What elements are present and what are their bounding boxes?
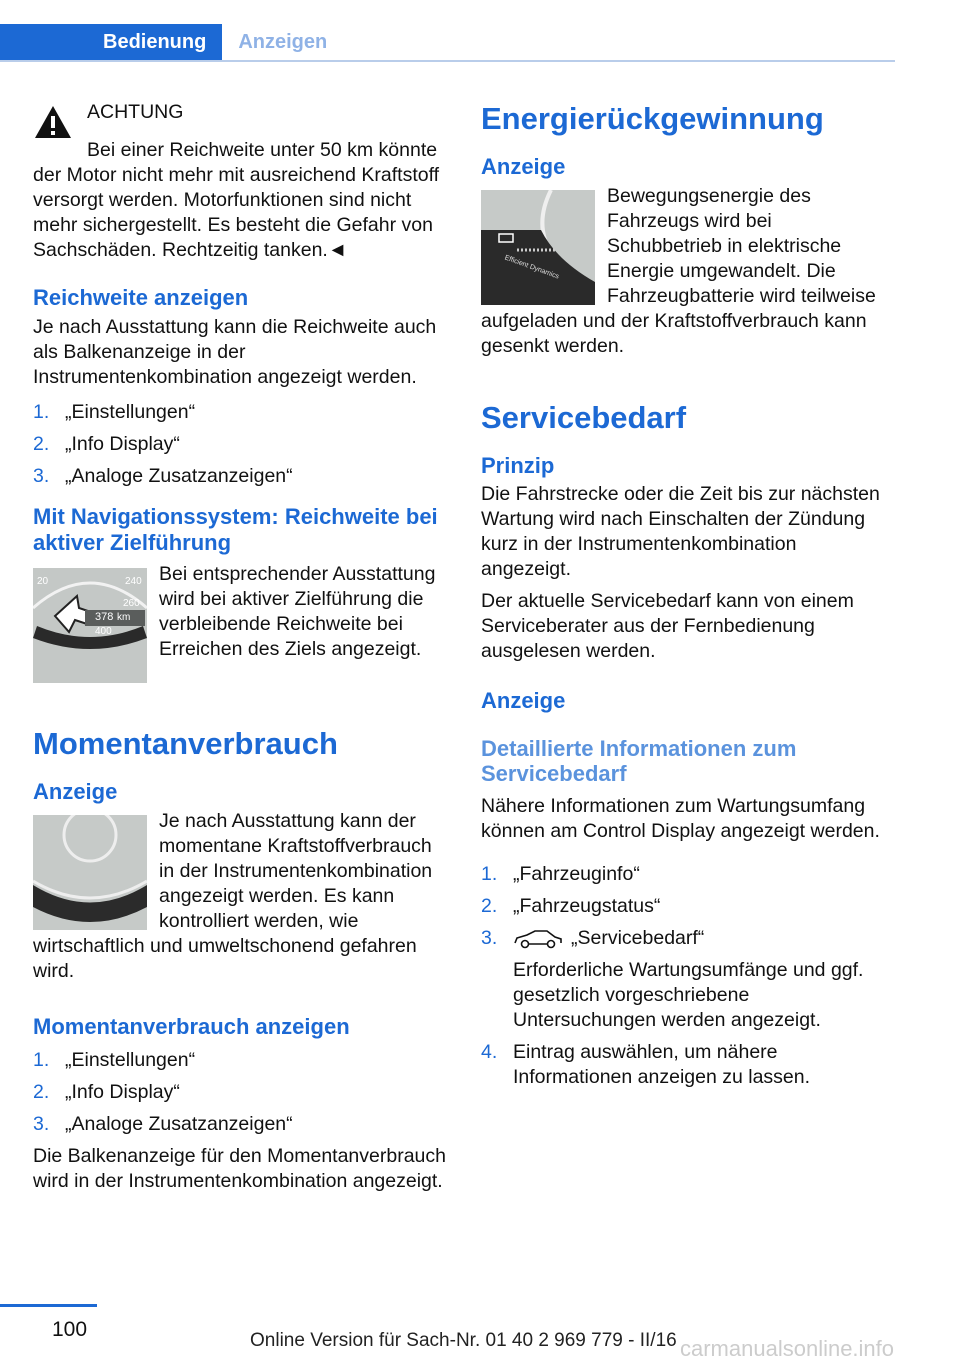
momentan-steps: [33, 1048, 448, 1137]
servicebedarf-note: Erforderliche Wartungsumfänge und ggf. gesetzlich vorgeschriebene Untersuchungen werden angezeigt.: [513, 959, 864, 1031]
detail-text: Nähere Informationen zum Wartungsumfang können am Control Display angezeigt werden.: [481, 795, 880, 842]
momentan-text: Je nach Ausstattung kann der momentane Kraftstoffverbrauch in der Instrumentenkombination angezeigt werden. Es kann kontrolliert werden, wie wirtschaftlich und umweltschonend gefahren wird.: [33, 810, 433, 982]
list-item: 3. „Analoge Zusatzanzeigen“: [33, 465, 293, 487]
service-text-2: Der aktuelle Servicebedarf kann von einem Serviceberater aus der Fernbedienung ausgelesen werden.: [481, 590, 854, 662]
watermark: carmanualsonline.info: [680, 1336, 895, 1361]
navigation-text: Bei entsprechender Ausstattung wird bei aktiver Zielführung die verbleibende Reichweite bei Erreichen des Ziels angezeigt.: [159, 563, 436, 660]
warning-icon: [33, 104, 73, 140]
list-item: 3. „Analoge Zusatzanzeigen“: [33, 1113, 293, 1135]
list-item: 2. „Fahrzeugstatus“: [481, 895, 661, 917]
left-column: [33, 100, 448, 1194]
momentan-subheading: Anzeige: [33, 779, 118, 804]
reichweite-heading: Reichweite anzeigen: [33, 285, 249, 310]
service-title: Servicebedarf: [481, 400, 687, 435]
momentan-title: Momentanverbrauch: [33, 726, 338, 761]
tab-anzeigen[interactable]: Anzeigen: [238, 31, 328, 53]
service-text-1: Die Fahrstrecke oder die Zeit bis zur nächsten Wartung wird nach Einschalten der Zündung kurz in der Instrumentenkombination angezeigt.: [481, 483, 880, 580]
header-tabs: [0, 24, 343, 61]
detail-heading: Detaillierte Informationen zum Servicebedarf: [481, 736, 797, 786]
energie-title: Energierückgewinnung: [481, 101, 824, 136]
list-item: 3. „Servicebedarf“ Erforderliche Wartungsumfänge und ggf. gesetzlich vorgeschriebene Untersuchungen werden angezeigt.: [481, 926, 891, 1033]
right-column: [481, 100, 891, 1097]
prinzip-heading: Prinzip: [481, 453, 555, 478]
warning-text: Bei einer Reichweite unter 50 km könnte der Motor nicht mehr mit ausreichend Kraftstoff versorgt werden. Motorfunktionen sind nicht mehr sichergestellt. Es besteht die Gefahr von Sachschäden. Rechtzeitig tanken.◄: [33, 139, 440, 261]
energie-text: Bewegungsenergie des Fahrzeugs wird bei Schubbetrieb in elektrische Energie umgewandelt. Die Fahrzeugbatterie wird teilweise aufgeladen und der Kraftstoffverbrauch kann gesenkt werden.: [481, 185, 876, 357]
reichweite-steps: [33, 400, 448, 489]
list-item: 2. „Info Display“: [33, 1081, 180, 1103]
car-service-icon: [513, 929, 563, 949]
momentan-anzeigen-heading: Momentanverbrauch anzeigen: [33, 1014, 350, 1039]
list-item: 1. „Einstellungen“: [33, 401, 196, 423]
list-item: 1. „Fahrzeuginfo“: [481, 863, 640, 885]
momentan-anzeigen-text: Die Balkenanzeige für den Momentanverbrauch wird in der Instrumentenkombination angezeigt.: [33, 1145, 446, 1192]
energie-subheading: Anzeige: [481, 154, 566, 179]
range-gauge-image: 20 240 260 378 km 400: [33, 568, 147, 683]
list-item: 2. „Info Display“: [33, 433, 180, 455]
consumption-gauge-image: [33, 815, 147, 930]
list-item: 1. „Einstellungen“: [33, 1049, 196, 1071]
list-item: 4. Eintrag auswählen, um nähere Informationen anzeigen zu lassen.: [481, 1041, 811, 1088]
service-anzeige-heading: Anzeige: [481, 688, 566, 713]
footer-text: Online Version für Sach-Nr. 01 40 2 969 779 - II/16: [250, 1330, 677, 1351]
service-steps: [481, 862, 891, 1090]
navigation-heading: Mit Navigationssystem: Reichweite bei aktiver Zielführung: [33, 504, 438, 555]
energy-gauge-image: Efficient Dynamics: [481, 190, 595, 305]
tab-divider: [0, 60, 895, 62]
page-number-rule: [0, 1304, 97, 1307]
warning-title: ACHTUNG: [87, 101, 184, 123]
reichweite-text: Je nach Ausstattung kann die Reichweite auch als Balkenanzeige in der Instrumentenkombination angezeigt werden.: [33, 316, 437, 388]
tab-bedienung[interactable]: Bedienung: [0, 24, 222, 61]
page-number: 100: [52, 1318, 88, 1341]
warning-box: [33, 100, 448, 140]
